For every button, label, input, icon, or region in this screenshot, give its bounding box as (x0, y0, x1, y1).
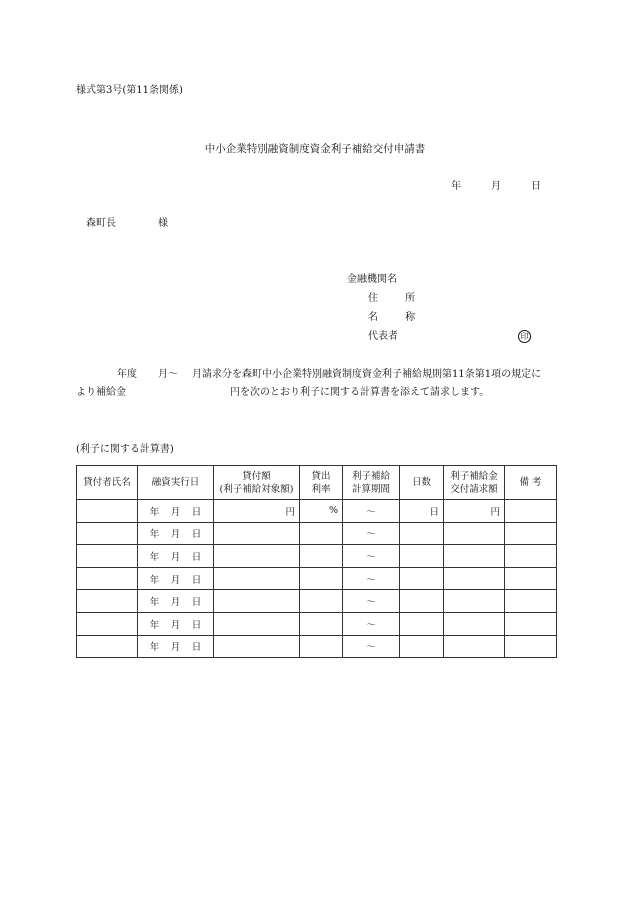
table-row: 年 月 日 ～ (77, 590, 557, 613)
table-row: 年 月 日 ～ (77, 545, 557, 568)
calc-section-title: (利子に関する計算書) (76, 444, 174, 455)
bank-name-label: 金融機関名 (347, 274, 397, 285)
table-header-row (77, 466, 557, 500)
body-subsidy-suffix: 円を次のとおり利子に関する計算書を添えて請求します。 (230, 387, 490, 398)
cell-days: 日 (400, 500, 444, 523)
table-row: 年 月 日 ～ (77, 567, 557, 590)
addressee-honorific: 様 (158, 218, 168, 229)
representative-label: 代表者 (368, 331, 398, 342)
body-request-text: 月請求分を森町中小企業特別融資制度資金利子補給規則第11条第1項の規定に (192, 369, 542, 380)
body-text-line-2 (76, 388, 489, 398)
cell-amount: 円 (214, 500, 300, 523)
cell-loan-date: 年 月 日 (138, 500, 214, 523)
table-body (77, 500, 557, 658)
header-claim-amount: 利子補給金 交付請求額 (444, 466, 505, 500)
table-row: 年 月 日 ～ (77, 635, 557, 658)
date-year-label: 年 (451, 181, 461, 192)
body-fiscal-year: 年度 (117, 369, 137, 380)
address-label: 住 所 (368, 293, 428, 304)
date-month-label: 月 (491, 181, 501, 192)
cell-claim: 円 (444, 500, 505, 523)
header-days: 日数 (400, 466, 444, 500)
table-row (77, 500, 557, 523)
header-calc-period: 利子補給 計算期間 (343, 466, 400, 500)
date-day-label: 日 (531, 181, 541, 192)
body-text-line-1 (117, 370, 541, 380)
cell-rate: % (300, 500, 343, 523)
body-subsidy-prefix: より補給金 (76, 387, 126, 398)
header-remarks: 備 考 (505, 466, 557, 500)
header-interest-rate: 貸出 利率 (300, 466, 343, 500)
body-month-from: 月～ (158, 369, 178, 380)
cell-period: ～ (343, 500, 400, 523)
addressee-name: 森町長 (86, 218, 116, 229)
interest-calc-table (76, 465, 557, 658)
cell-borrower (77, 500, 138, 523)
form-number: 様式第3号(第11条関係) (76, 85, 183, 96)
table-row: 年 月 日 ～ (77, 522, 557, 545)
cell-remarks (505, 500, 557, 523)
header-loan-amount: 貸付額 (利子補給対象額) (214, 466, 300, 500)
table-row: 年 月 日 ～ (77, 612, 557, 635)
company-name-label: 名 称 (368, 312, 428, 323)
seal-mark-icon: 印 (518, 330, 531, 343)
document-title: 中小企業特別融資制度資金利子補給交付申請書 (204, 143, 426, 155)
header-loan-date: 融資実行日 (138, 466, 214, 500)
header-borrower-name: 貸付者氏名 (77, 466, 138, 500)
